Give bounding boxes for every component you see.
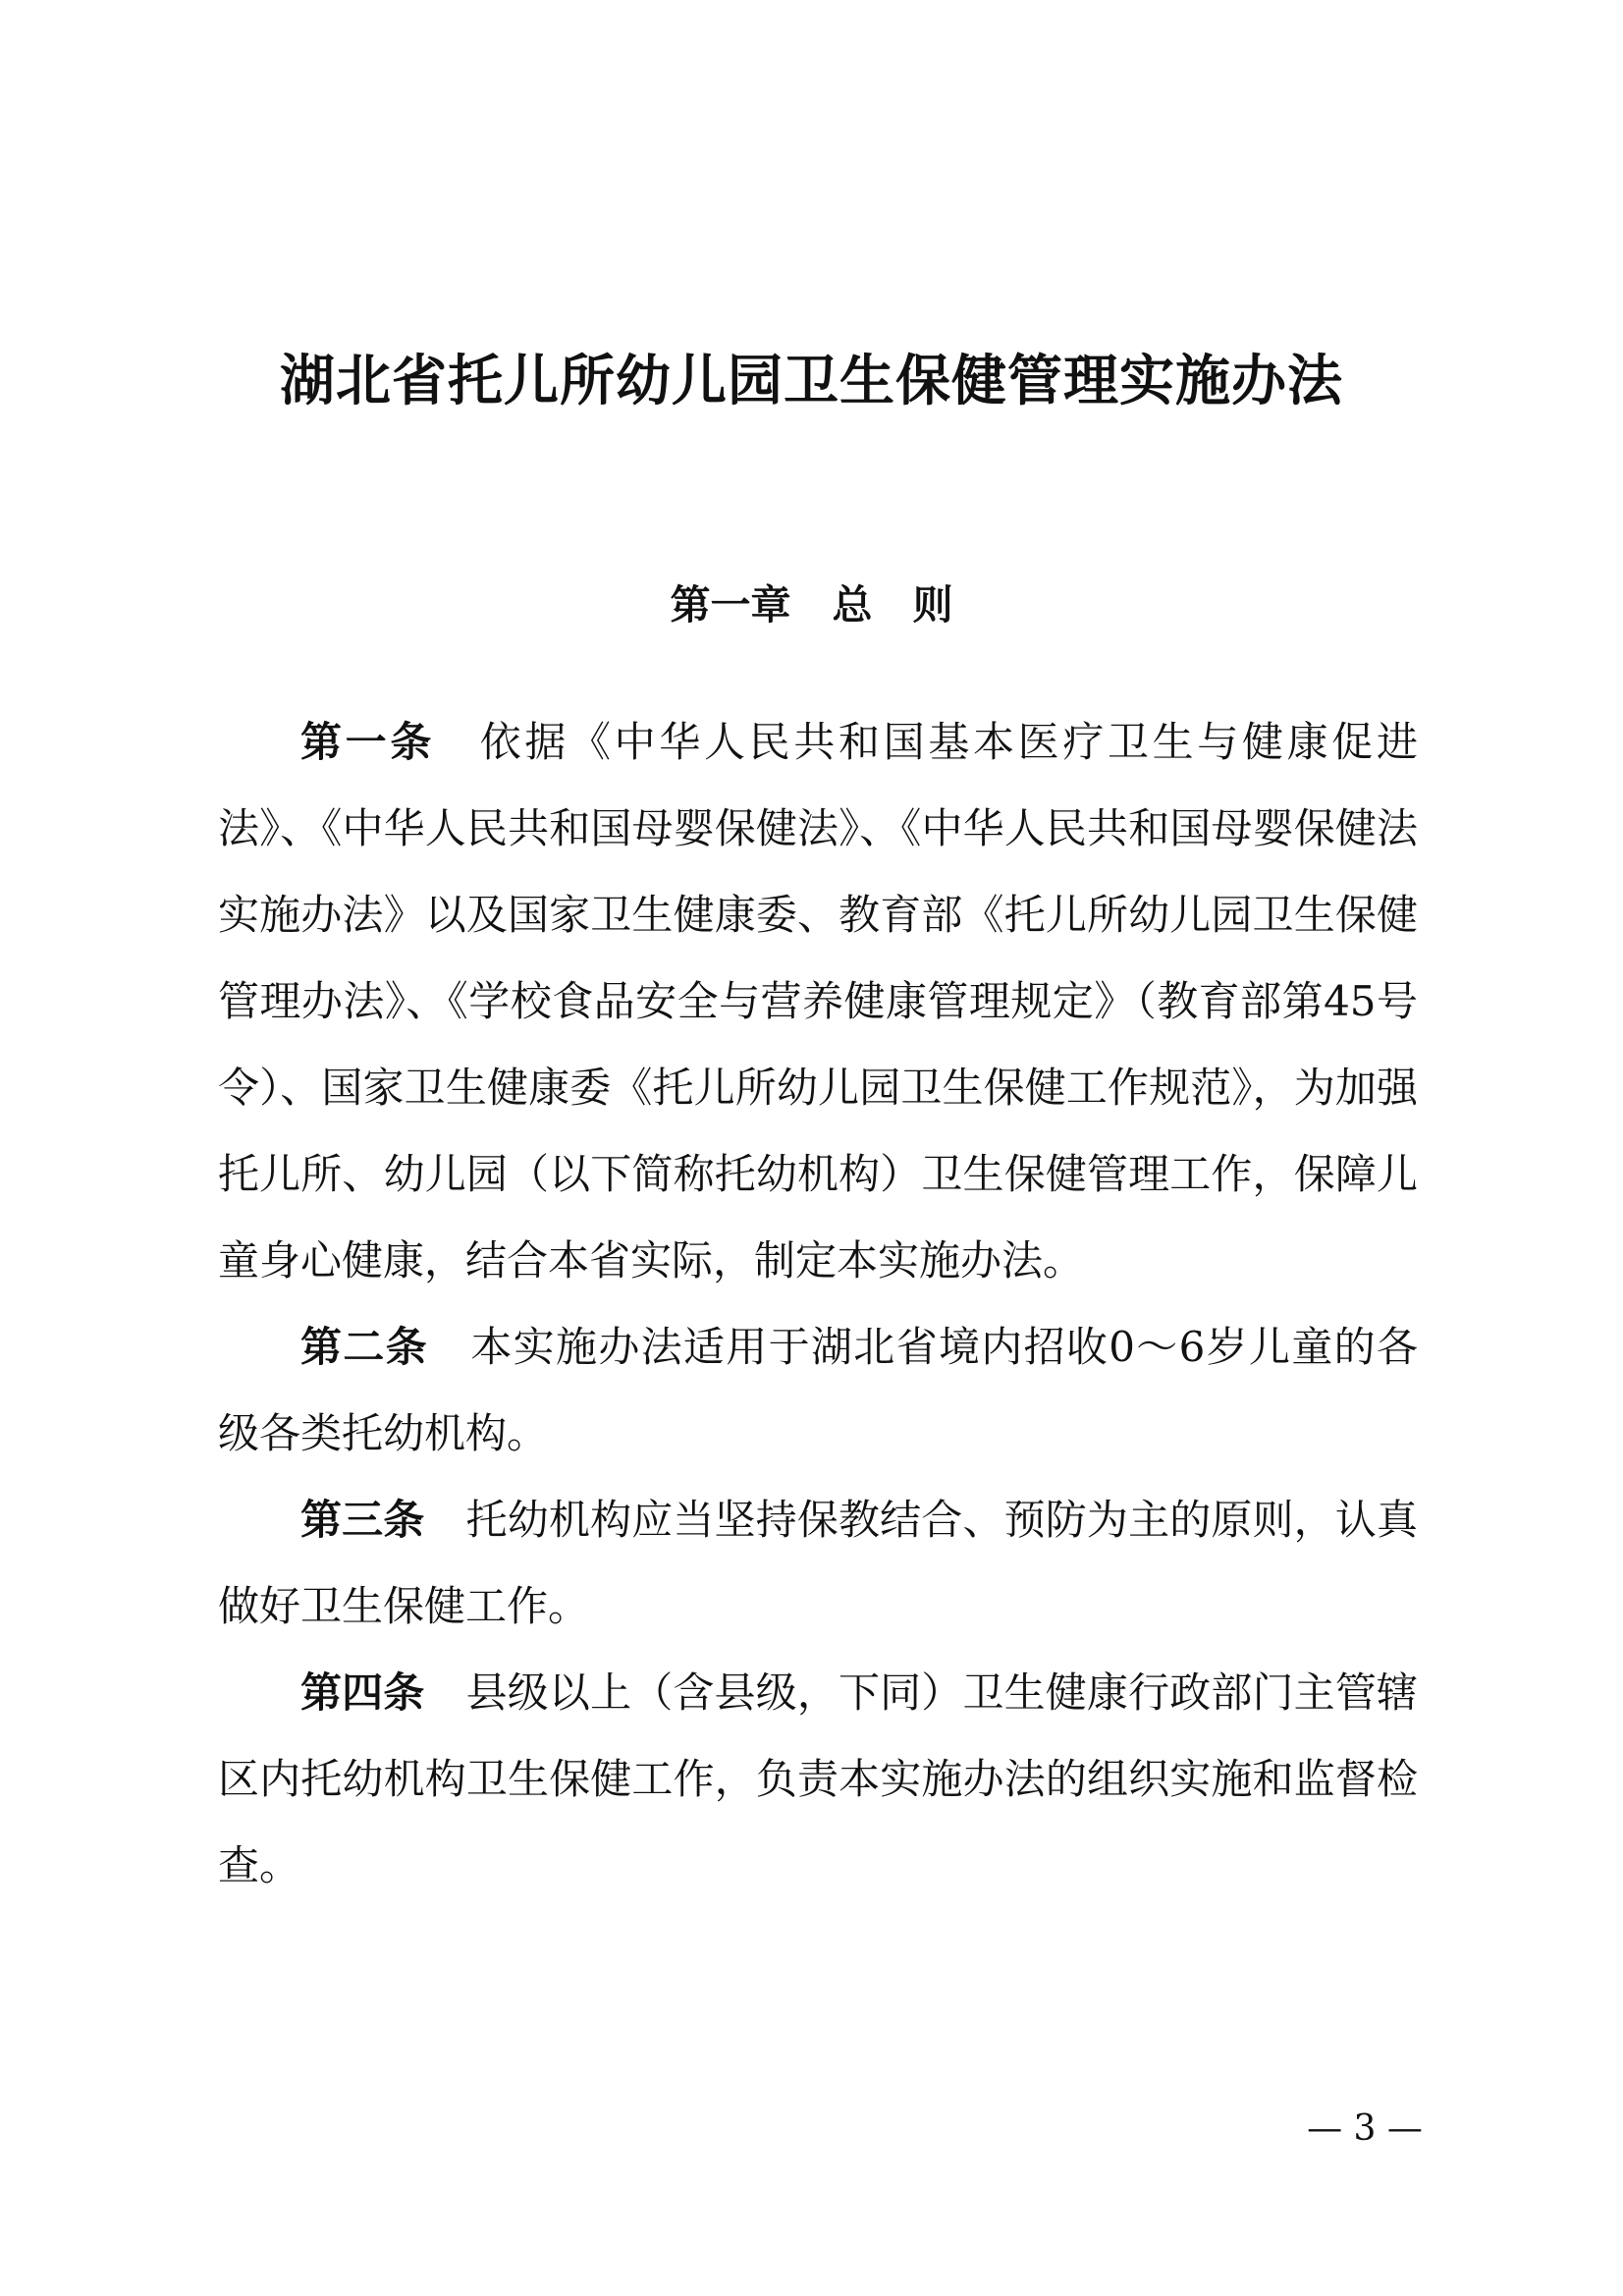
article-2-label: 第二条 [300, 1323, 428, 1371]
article-4 [218, 1650, 1418, 1909]
article-2 [218, 1304, 1418, 1477]
article-4-label: 第四条 [300, 1668, 425, 1717]
article-3 [218, 1477, 1418, 1650]
article-3-text: 托幼机构应当坚持保教结合、预防为主的原则，认真做好卫生保健工作。 [218, 1496, 1418, 1630]
article-4-text: 县级以上（含县级，下同）卫生健康行政部门主管辖区内托幼机构卫生保健工作，负责本实施办法的组织实施和监督检查。 [218, 1668, 1418, 1889]
article-1-text: 依据《中华人民共和国基本医疗卫生与健康促进法》、《中华人民共和国母婴保健法》、《中华人民共和国母婴保健法实施办法》以及国家卫生健康委、教育部《托儿所幼儿园卫生保健管理办法》、《学校食品安全与营养健康管理规定》（教育部第45号令）、国家卫生健康委《托儿所幼儿园卫生保健工作规范》，为加强托儿所、幼儿园（以下简称托幼机构）卫生保健管理工作，保障儿童身心健康，结合本省实际，制定本实施办法。 [218, 718, 1418, 1285]
article-1-label: 第一条 [300, 718, 435, 766]
article-2-text: 本实施办法适用于湖北省境内招收0～6岁儿童的各级各类托幼机构。 [218, 1323, 1418, 1457]
chapter-name: 总 则 [832, 581, 953, 629]
article-1 [218, 699, 1418, 1304]
chapter-heading [0, 575, 1623, 634]
chapter-number: 第一章 [670, 581, 791, 629]
page-number: — 3 — [1307, 2108, 1423, 2149]
document-body [218, 699, 1418, 1909]
article-3-label: 第三条 [300, 1496, 425, 1544]
document-title: 湖北省托儿所幼儿园卫生保健管理实施办法 [280, 349, 1343, 413]
